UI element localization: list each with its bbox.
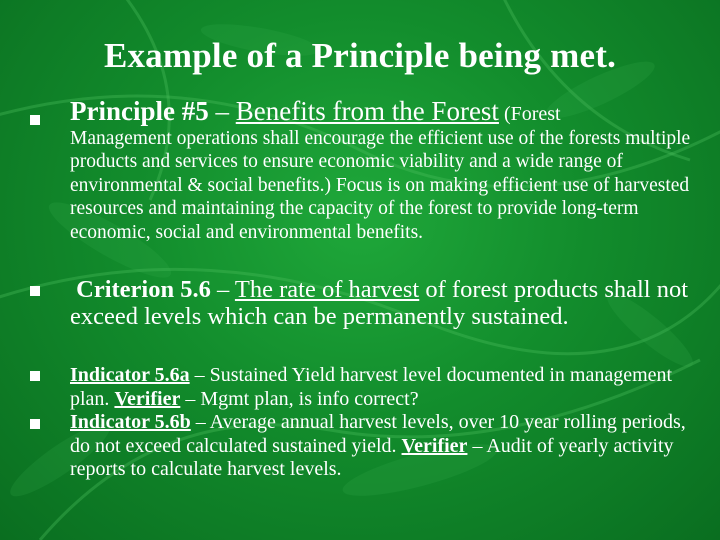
indicator-item [70, 364, 698, 411]
criterion-heading: The rate of harvest [234, 276, 420, 303]
bullet-square-icon [30, 115, 40, 125]
criterion-body: of forest products shall not exceed levels which can be permanently sustained. [70, 276, 689, 330]
principle-dash: – [208, 96, 236, 126]
slide-title: Example of a Principle being met. [103, 36, 617, 75]
indicator-text: – Average annual harvest levels, over 10 year rolling periods, do not exceed calculated sustained yield. [70, 411, 686, 457]
bullet-square-icon [30, 419, 40, 429]
criterion-label: Criterion 5.6 [76, 276, 211, 303]
bullet-square-icon [30, 286, 40, 296]
bullet-square-icon [30, 371, 40, 381]
criterion-paragraph [70, 276, 698, 330]
principle-body: Management operations shall encourage the efficient use of the forests multiple products and services to ensure economic viability and a wide range of environmental & social benefits.) Focus is on making efficient use of harvested resources and maintaining the capacity of the forest to provide long-term economic, social and environmental benefits. [70, 127, 691, 243]
verifier-label: Verifier [401, 434, 468, 457]
verifier-text: – Audit of yearly activity reports to calculate harvest levels. [70, 434, 674, 480]
indicator-label: Indicator 5.6b [70, 411, 191, 433]
principle-paragraph [70, 96, 698, 244]
principle-label: Principle #5 [70, 96, 209, 126]
indicator-item [70, 411, 698, 482]
indicator-text: – Sustained Yield harvest level documented in management plan. [70, 364, 673, 410]
principle-heading: Benefits from the Forest [235, 96, 499, 126]
principle-paren-start: (Forest [498, 103, 561, 125]
indicator-label: Indicator 5.6a [70, 364, 190, 386]
verifier-label: Verifier [114, 387, 181, 410]
criterion-dash: – [210, 276, 235, 303]
verifier-text: – Mgmt plan, is info correct? [180, 387, 419, 410]
indicators-paragraph [70, 364, 698, 482]
